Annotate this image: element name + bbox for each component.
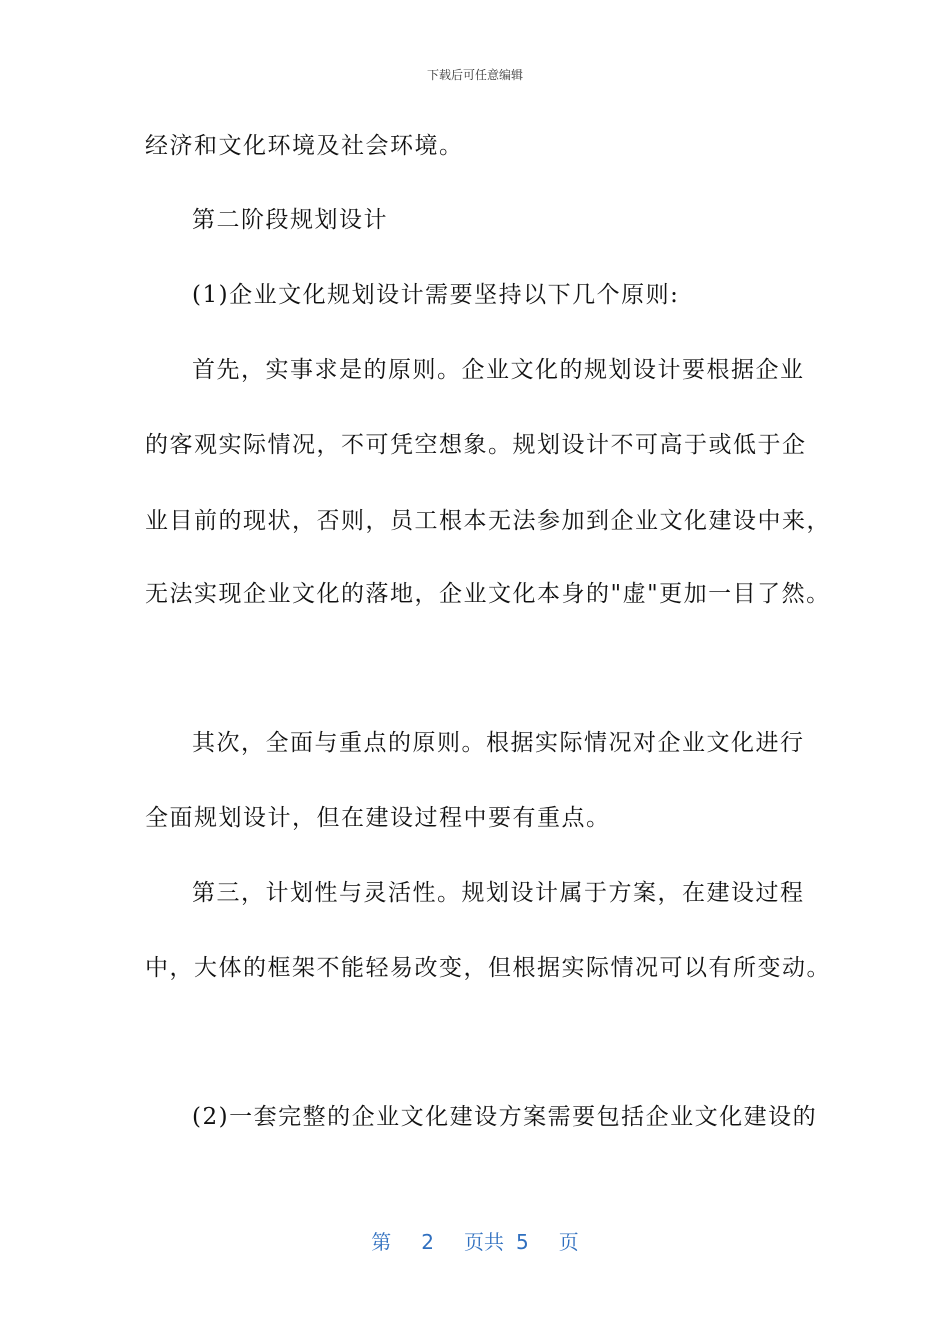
current-page-number: 2 — [421, 1230, 434, 1254]
paragraph-line: (2)一套完整的企业文化建设方案需要包括企业文化建设的 — [192, 1104, 818, 1130]
total-pages-number: 5 — [516, 1230, 529, 1254]
paragraph-line: 首先，实事求是的原则。企业文化的规划设计要根据企业 — [192, 357, 805, 383]
paragraph-line: (1)企业文化规划设计需要坚持以下几个原则: — [192, 282, 680, 308]
page-header: 下载后可任意编辑 — [426, 68, 523, 82]
paragraph-line: 其次，全面与重点的原则。根据实际情况对企业文化进行 — [192, 730, 805, 756]
footer-suffix: 页 — [558, 1230, 579, 1254]
footer-prefix: 第 — [371, 1230, 392, 1254]
paragraph-line: 的客观实际情况，不可凭空想象。规划设计不可高于或低于企 — [145, 432, 807, 458]
page-footer — [0, 1226, 950, 1255]
paragraph-line: 中，大体的框架不能轻易改变，但根据实际情况可以有所变动。 — [145, 955, 831, 981]
paragraph-line: 全面规划设计，但在建设过程中要有重点。 — [145, 805, 611, 831]
paragraph-line: 第三，计划性与灵活性。规划设计属于方案，在建设过程 — [192, 880, 805, 906]
section-heading: 第二阶段规划设计 — [192, 207, 388, 233]
paragraph-line: 经济和文化环境及社会环境。 — [145, 133, 464, 159]
paragraph-line: 无法实现企业文化的落地，企业文化本身的"虚"更加一目了然。 — [145, 581, 831, 607]
paragraph-line: 业目前的现状，否则，员工根本无法参加到企业文化建设中来， — [145, 508, 831, 534]
footer-middle: 页共 — [464, 1230, 504, 1254]
